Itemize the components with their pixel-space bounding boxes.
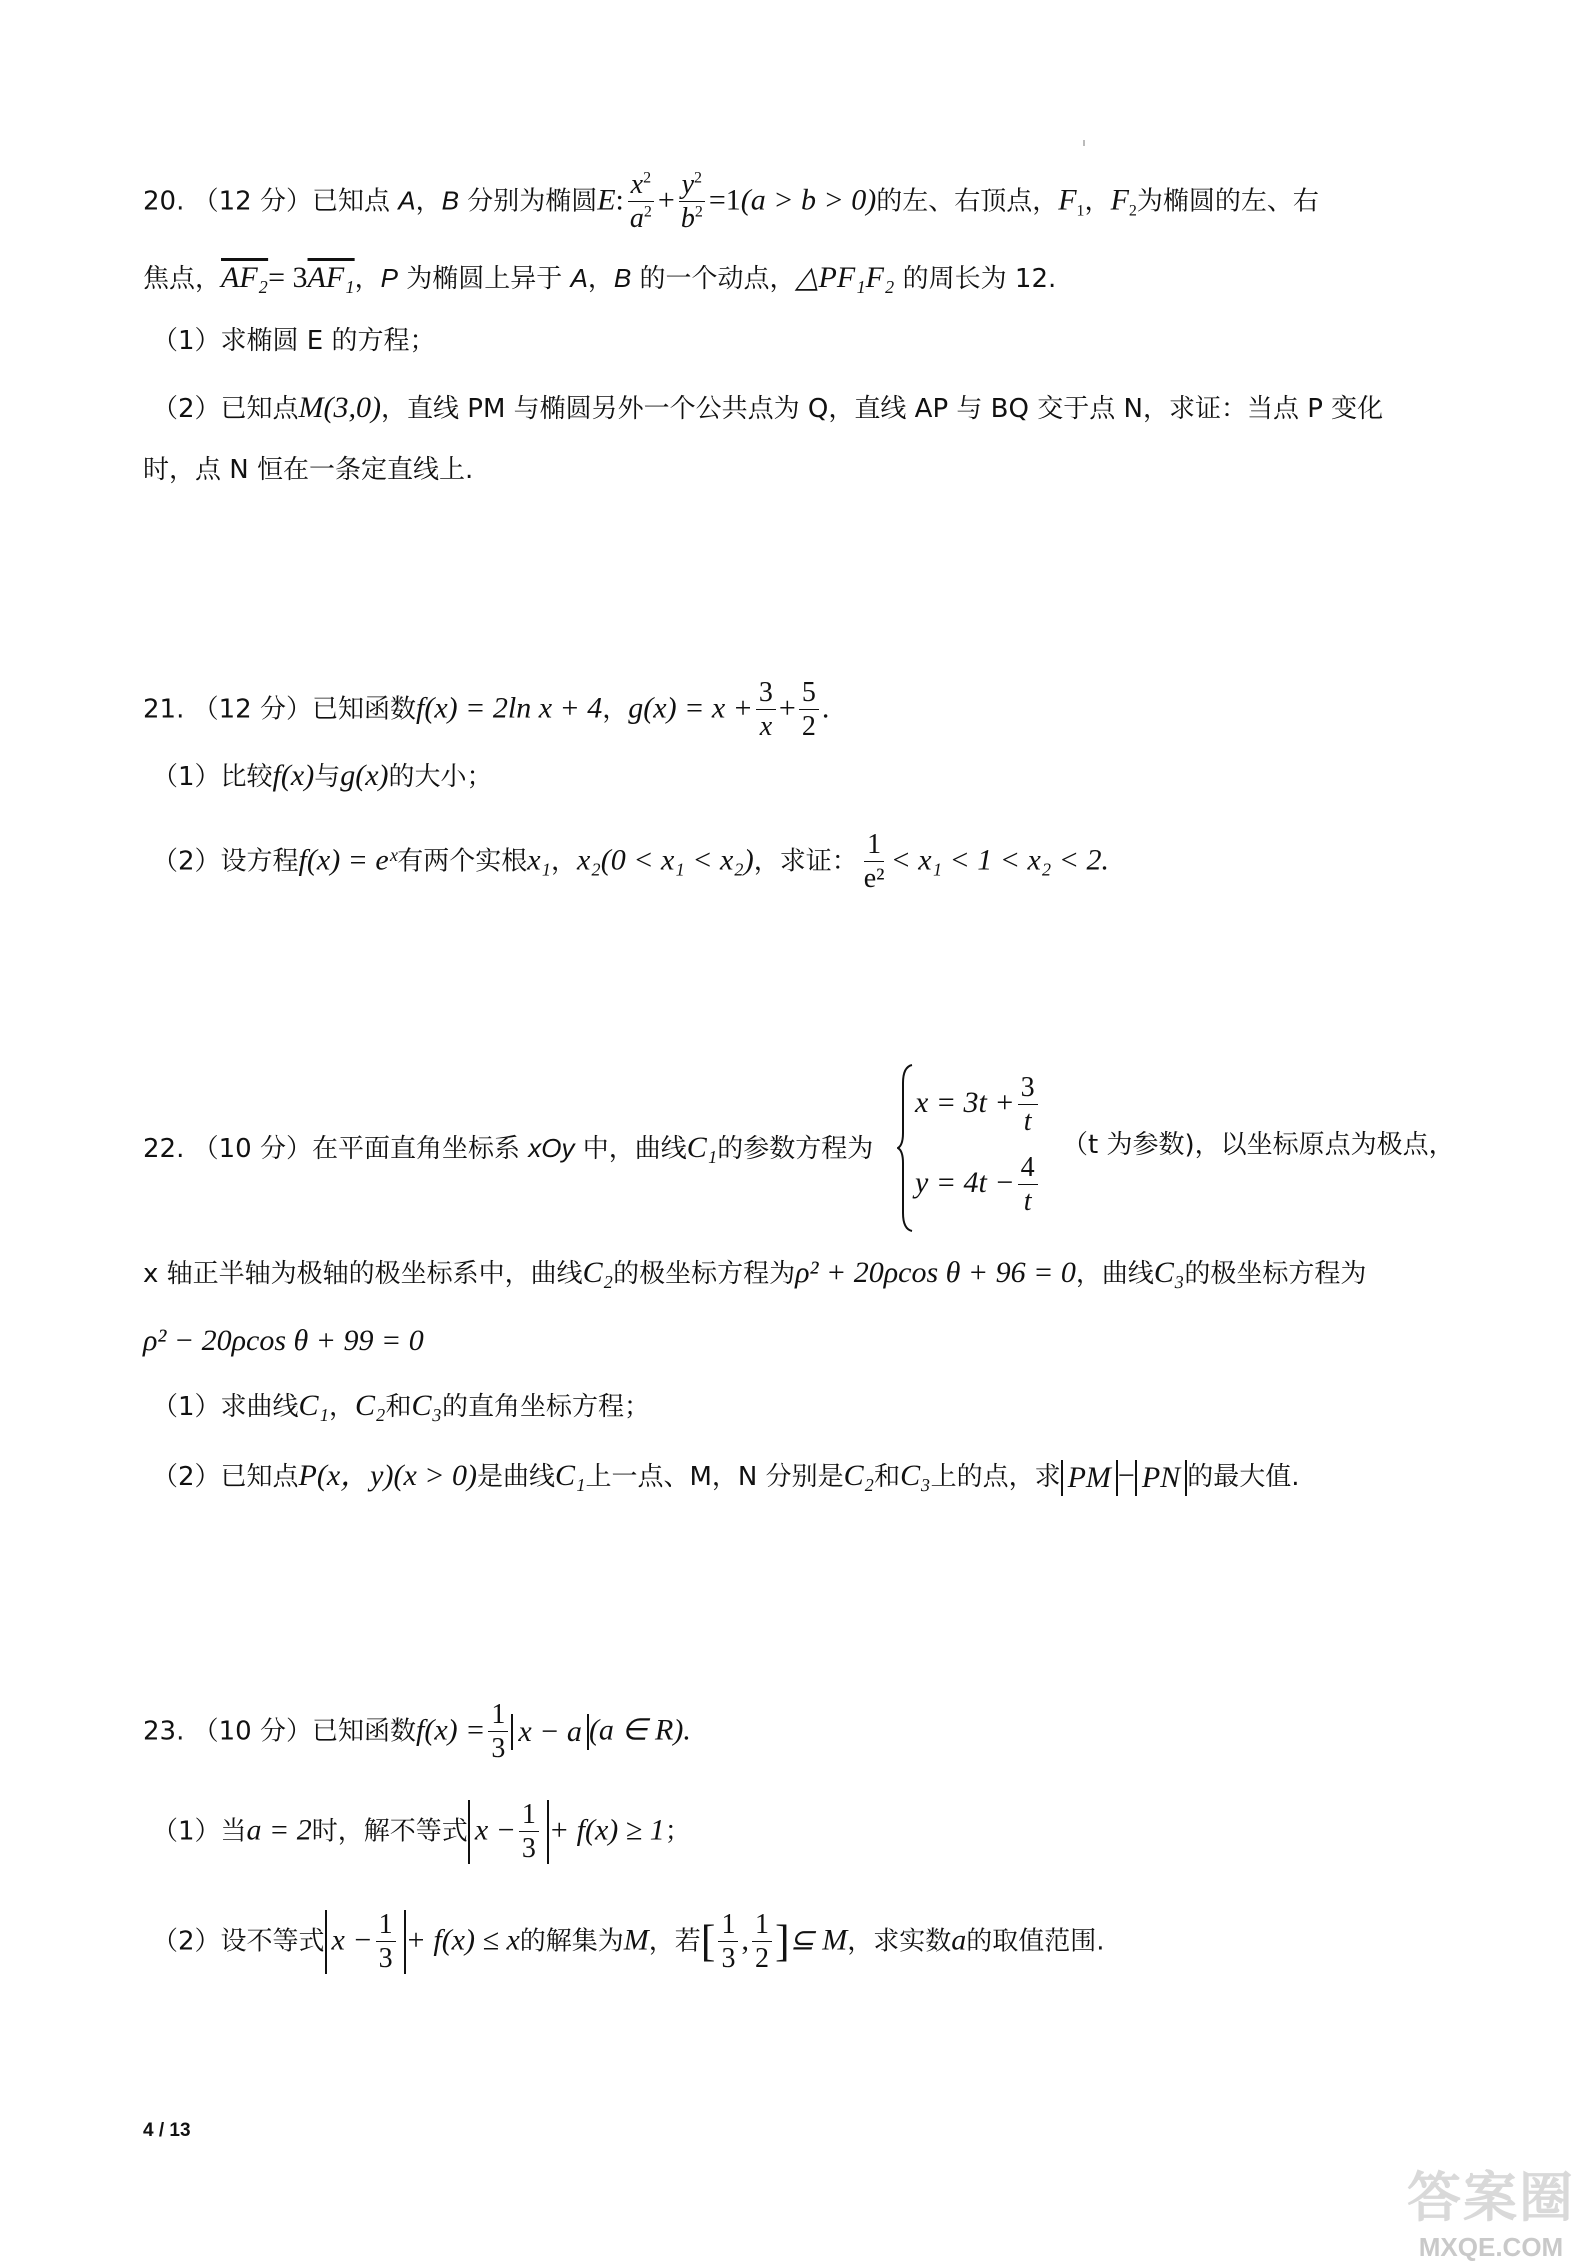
q20-line-2: 焦点，AF₂= 3AF₁，P 为椭圆上异于 A，B 的一个动点，△PF₁F₂ 的周长为 12.: [143, 261, 1057, 294]
q22-sys-x: x = 3t + $\frac{3}{t}$: [915, 1073, 1041, 1137]
scan-mark: [1083, 140, 1085, 146]
q22-sys-y: y = 4t − $\frac{4}{t}$: [915, 1153, 1041, 1217]
q23-number: 23.: [143, 1716, 185, 1747]
watermark-url: MXQE.COM: [1418, 2232, 1564, 2262]
frac-x2-a2: $\frac{x^2}{a^2}$: [627, 170, 655, 234]
q23-part-1: （1）当a = 2时，解不等式 x − $\frac{1}{3}$ + f(x) ≥ 1；: [152, 1799, 691, 1865]
watermark: [1407, 2155, 1575, 2263]
q21-stem: 21. （12 分）已知函数f(x) = 2ln x + 4，g(x) = x + $\frac{3}{x}$ + $\frac{5}{2}$ .: [143, 677, 830, 743]
q22-line-2: x 轴正半轴为极轴的极坐标系中，曲线C₂的极坐标方程为ρ² + 20ρcos θ + 96 = 0，曲线C₃的极坐标方程为: [143, 1256, 1367, 1289]
q20-line-1: 20. （12 分）已知点 A，B 分别为椭圆E: $\frac{x^2}{a^2}$ + $\frac{y^2}{b^2}$ =1(a > b > 0)的左、右顶点，$F_1$，$F_2$为椭圆的左、右: [143, 169, 1319, 235]
q22-line-3: ρ² − 20ρcos θ + 99 = 0: [143, 1324, 424, 1357]
q20-part-1: （1）求椭圆 E 的方程；: [152, 326, 436, 356]
q20-part-2: （2）已知点M(3,0)，直线 PM 与椭圆另外一个公共点为 Q，直线 AP 与 BQ 交于点 N，求证：当点 P 变化: [152, 391, 1384, 424]
q22-stem-cont: （t 为参数)，以坐标原点为极点，: [1062, 1130, 1455, 1160]
q23-part-2: （2）设不等式 x − $\frac{1}{3}$ + f(x) ≤ x的解集为M，若[ $\frac{1}{3}$ , $\frac{1}{2}$ ]⊆ M，求实数a的取值范围.: [152, 1909, 1105, 1975]
q21-part-2: （2）设方程f(x) = eˣ有两个实根x₁，x₂(0 < x₁ < x₂)，求证： $\frac{1}{\text{e²}}$ < x₁ < 1 < x₂ < 2.: [152, 829, 1110, 895]
left-brace-icon: [897, 1063, 915, 1233]
q23-stem: 23. （10 分）已知函数f(x) = $\frac{1}{3}$ x − a (a ∈ R).: [143, 1699, 691, 1765]
q21-part-1: （1）比较f(x)与g(x)的大小；: [152, 759, 493, 792]
q20-part-2-cont: 时，点 N 恒在一条定直线上.: [143, 455, 474, 485]
page-number: 4 / 13: [143, 2120, 191, 2141]
q22-number: 22.: [143, 1134, 185, 1164]
q21-number: 21.: [143, 694, 185, 725]
q22-param-system: [897, 1063, 1067, 1233]
q20-number: 20.: [143, 186, 185, 217]
q22-part-2: （2）已知点P(x，y)(x > 0)是曲线C₁上一点、M，N 分别是C₂和C₃上的点，求 PM − PN 的最大值.: [152, 1459, 1300, 1494]
q22-stem: 22. （10 分）在平面直角坐标系 xOy 中，曲线C₁的参数方程为: [143, 1131, 874, 1164]
watermark-logo: 答案圈: [1407, 2168, 1575, 2228]
frac-y2-b2: $\frac{y^2}{b^2}$: [678, 170, 706, 234]
q22-part-1: （1）求曲线C₁，C₂和C₃的直角坐标方程；: [152, 1389, 650, 1422]
